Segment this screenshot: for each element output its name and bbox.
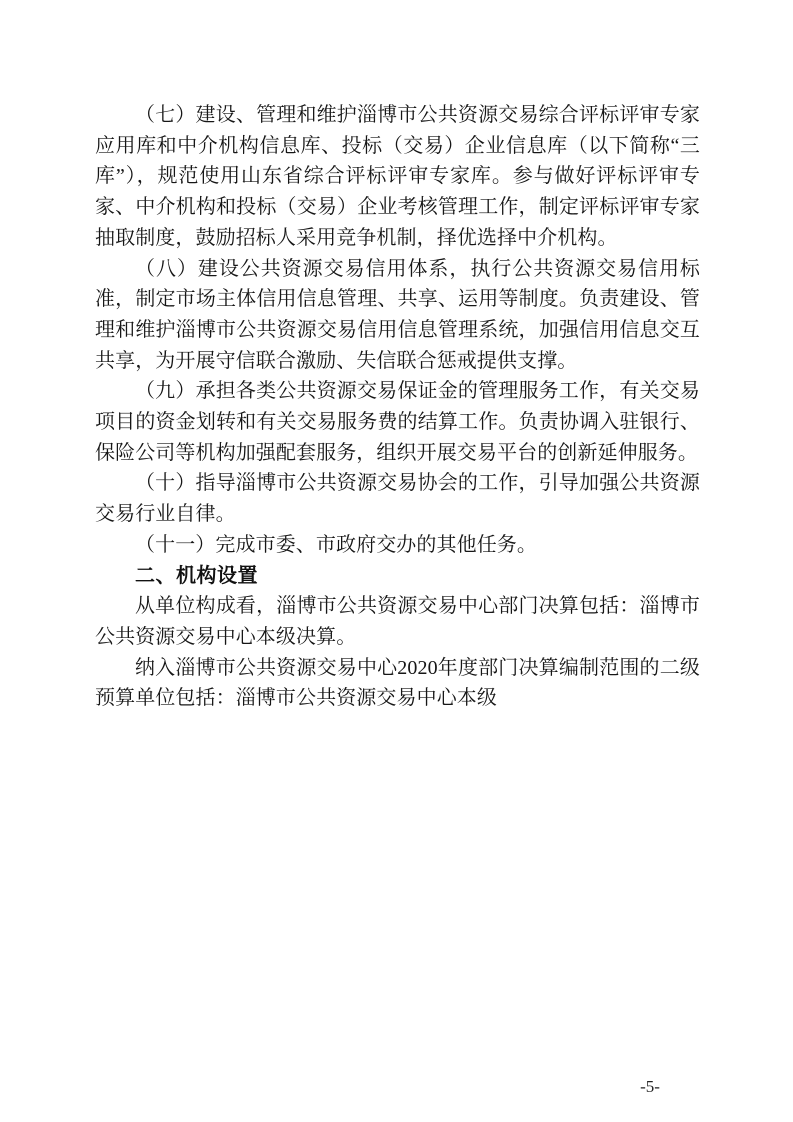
section-heading-org-setup: 二、机构设置 bbox=[135, 564, 258, 587]
paragraph-duty-8: （八）建设公共资源交易信用体系，执行公共资源交易信用标准，制定市场主体信用信息管理、共享、运用等制度。负责建设、管理和维护淄博市公共资源交易信用信息管理系统，加强信用信息交互共享，为开展守信联合激励、失信联合惩戒提供支撑。 bbox=[95, 257, 700, 372]
paragraph-org-composition: 从单位构成看，淄博市公共资源交易中心部门决算包括：淄博市公共资源交易中心本级决算。 bbox=[95, 595, 700, 648]
paragraph-duty-11: （十一）完成市委、市政府交办的其他任务。 bbox=[135, 533, 537, 556]
page-number: -5- bbox=[640, 1077, 660, 1096]
paragraph-org-budget-units: 纳入淄博市公共资源交易中心2020年度部门决算编制范围的二级预算单位包括：淄博市公共资源交易中心本级 bbox=[95, 656, 700, 710]
paragraph-duty-7: （七）建设、管理和维护淄博市公共资源交易综合评标评审专家应用库和中介机构信息库、投标（交易）企业信息库（以下简称“三库”），规范使用山东省综合评标评审专家库。参与做好评标评审专家、中介机构和投标（交易）企业考核管理工作，制定评标评审专家抽取制度，鼓励招标人采用竞争机制，择优选择中介机构。 bbox=[95, 104, 700, 249]
paragraph-duty-10: （十）指导淄博市公共资源交易协会的工作，引导加强公共资源交易行业自律。 bbox=[95, 472, 700, 526]
paragraph-duty-9: （九）承担各类公共资源交易保证金的管理服务工作，有关交易项目的资金划转和有关交易服务费的结算工作。负责协调入驻银行、保险公司等机构加强配套服务，组织开展交易平台的创新延伸服务。 bbox=[95, 380, 700, 464]
document-body bbox=[95, 100, 700, 714]
